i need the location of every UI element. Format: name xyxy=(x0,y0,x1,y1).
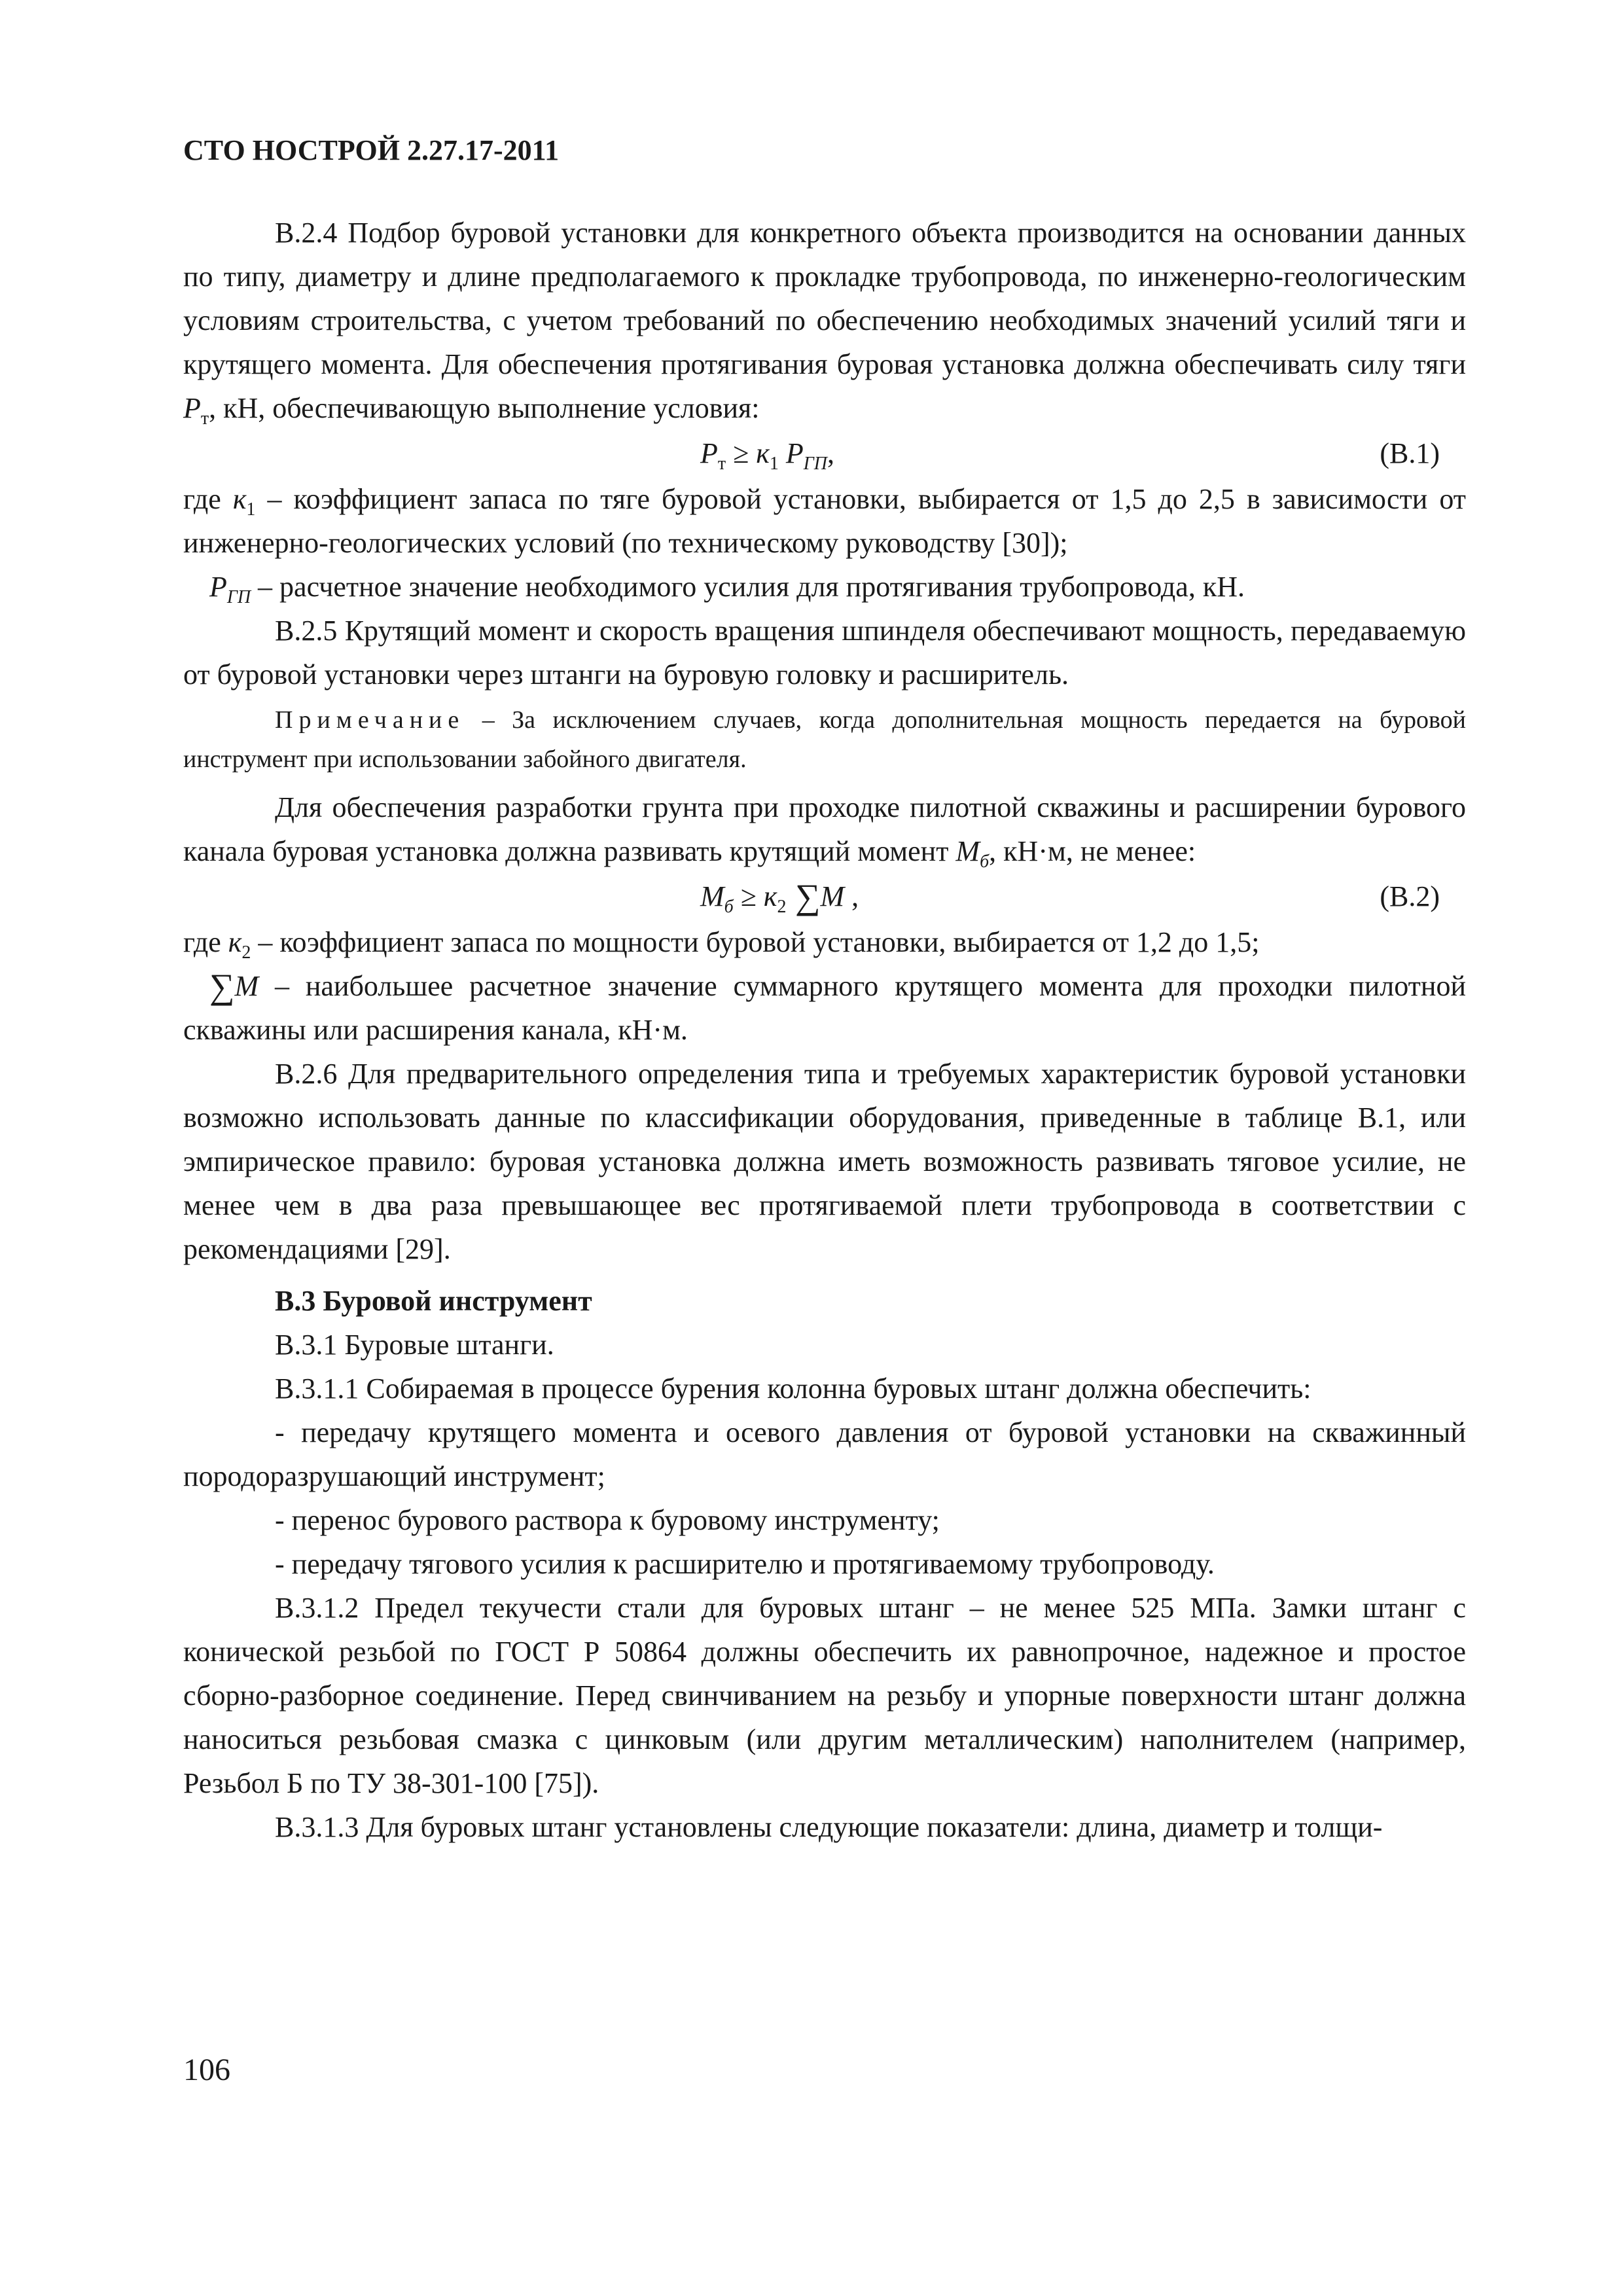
formula-expression xyxy=(700,430,834,477)
note xyxy=(183,700,1466,779)
paragraph-text: – наибольшее расчетное значение суммарного крутящего момента для проходки пилотной скважины или расширения канала, кН·м. xyxy=(183,970,1466,1046)
paragraph-b-3-1: В.3.1 Буровые штанги. xyxy=(275,1329,554,1361)
symbol-sum: ∑ xyxy=(209,967,235,1006)
paragraph-text: – расчетное значение необходимого усилия для протягивания трубопровода, кН. xyxy=(251,571,1245,603)
formula-subscript: 1 xyxy=(769,453,779,474)
symbol-subscript: 2 xyxy=(241,942,251,963)
paragraph-torque xyxy=(183,785,1466,873)
formula-operator: ≥ xyxy=(733,880,764,912)
formula-b1 xyxy=(183,430,1466,477)
formula-number: (В.2) xyxy=(1380,880,1440,912)
symbol-subscript: б xyxy=(980,851,990,872)
paragraph-b-3-1-2: В.3.1.2 Предел текучести стали для буровых штанг – не менее 525 МПа. Замки штанг с конической резьбой по ГОСТ Р 50864 должны обеспечить их равнопрочное, надежное и простое сборно-разборное соединение. Перед свинчиванием на резьбу и упорные поверхности штанг должна наноситься резьбовая смазка с цинковым (или другим металлическим) наполнителем (например, Резьбол Б по ТУ 38-301-100 [75]). xyxy=(183,1592,1466,1799)
formula-comma: , xyxy=(844,880,859,912)
symbol-subscript: ГП xyxy=(226,586,251,607)
formula-expression xyxy=(700,873,859,920)
symbol-subscript: т xyxy=(200,408,209,429)
where-k2 xyxy=(183,920,1466,964)
where-k1 xyxy=(183,477,1466,565)
symbol-k: к xyxy=(228,926,242,958)
paragraph-b-3-1-3: В.3.1.3 Для буровых штанг установлены следующие показатели: длина, диаметр и толщи- xyxy=(275,1811,1383,1843)
paragraph-text: В.2.4 Подбор буровой установки для конкретного объекта производится на основании данных по типу, диаметру и длине предполагаемого к прокладке трубопровода, по инженерно-геологическим условиям строительства, с учетом требований по обеспечению необходимых значений усилий тяги и крутящего момента. Для обеспечения протягивания буровая установка должна обеспечивать силу тяги xyxy=(183,217,1466,380)
paragraph-text: – коэффициент запаса по тяге буровой установки, выбирается от 1,5 до 2,5 в зависимости от инженерно-геологических условий (по техническому руководству [30]); xyxy=(183,483,1466,559)
symbol-m: M xyxy=(234,970,259,1002)
formula-subscript: б xyxy=(724,896,734,917)
formula-symbol: к xyxy=(763,880,777,912)
formula-sum-sign: ∑ xyxy=(786,877,821,916)
list-item: - перенос бурового раствора к буровому инструменту; xyxy=(275,1504,940,1536)
paragraph-b-2-5: В.2.5 Крутящий момент и скорость вращения шпинделя обеспечивают мощность, передаваемую от буровой установки через штанги на буровую головку и расширитель. xyxy=(183,615,1466,691)
list-item: - передачу тягового усилия к расширителю и протягиваемому трубопроводу. xyxy=(275,1548,1215,1580)
note-label: Примечание xyxy=(275,706,465,734)
formula-subscript: 2 xyxy=(777,896,787,917)
list-item: - передачу крутящего момента и осевого давления от буровой установки на скважинный породоразрушающий инструмент; xyxy=(183,1416,1466,1492)
symbol-p: P xyxy=(183,392,201,424)
paragraph-b-3-1-1: В.3.1.1 Собираемая в процессе бурения колонна буровых штанг должна обеспечить: xyxy=(275,1372,1311,1405)
formula-comma: , xyxy=(827,437,834,469)
symbol-subscript: 1 xyxy=(246,499,256,520)
formula-symbol: P xyxy=(700,437,718,469)
page-number: 106 xyxy=(183,2053,230,2087)
symbol-k: к xyxy=(232,483,247,515)
paragraph-b-2-4 xyxy=(183,211,1466,430)
document-page xyxy=(183,131,1466,1849)
paragraph-text: где xyxy=(183,926,228,958)
definition-p-gp xyxy=(183,565,1466,609)
paragraph-text: Для обеспечения разработки грунта при проходке пилотной скважины и расширении бурового канала буровая установка должна развивать крутящий момент xyxy=(183,791,1466,867)
paragraph-text: – коэффициент запаса по мощности буровой установки, выбирается от 1,2 до 1,5; xyxy=(251,926,1260,958)
symbol-m: M xyxy=(955,835,980,867)
paragraph-text: , кН, обеспечивающую выполнение условия: xyxy=(209,392,760,424)
paragraph-text: где xyxy=(183,483,233,515)
formula-operator: ≥ xyxy=(726,437,757,469)
formula-symbol: M xyxy=(820,880,845,912)
paragraph-text: , кН·м, не менее: xyxy=(989,835,1196,867)
section-heading-b-3: В.3 Буровой инструмент xyxy=(275,1285,592,1317)
formula-number: (В.1) xyxy=(1380,437,1440,469)
formula-symbol: M xyxy=(700,880,724,912)
formula-subscript: ГП xyxy=(803,453,827,474)
formula-b2 xyxy=(183,873,1466,920)
note-text: – За исключением случаев, когда дополнительная мощность передается на буровой инструмент при использовании забойного двигателя. xyxy=(183,706,1466,773)
definition-sum-m xyxy=(183,964,1466,1052)
symbol-p: P xyxy=(209,571,227,603)
document-header: СТО НОСТРОЙ 2.27.17-2011 xyxy=(183,134,560,166)
formula-symbol: к xyxy=(756,437,770,469)
formula-subscript: т xyxy=(717,453,726,474)
paragraph-b-2-6: В.2.6 Для предварительного определения типа и требуемых характеристик буровой установки возможно использовать данные по классификации оборудования, приведенные в таблице В.1, или эмпирическое правило: буровая установка должна иметь возможность развивать тяговое усилие, не менее чем в два раза превышающее вес протягиваемой плети трубопровода в соответствии с рекомендациями [29]. xyxy=(183,1058,1466,1265)
formula-symbol: P xyxy=(778,437,804,469)
